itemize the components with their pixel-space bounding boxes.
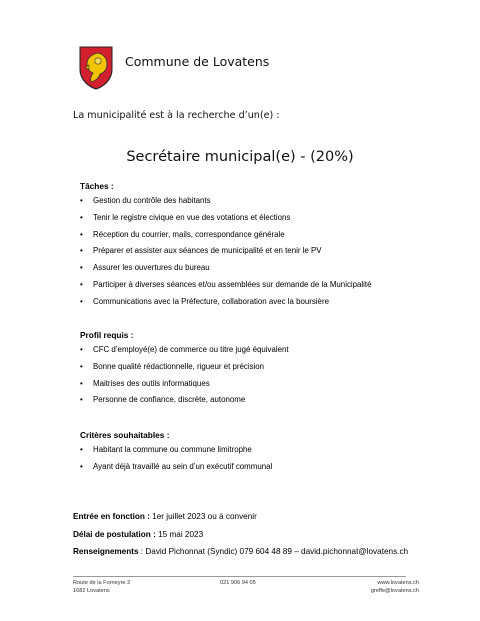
profil-list [80, 346, 289, 404]
deadline-label: Délai de postulation : [73, 530, 156, 539]
bullet-icon: • [80, 296, 83, 306]
list-item: • Tenir le registre civique en vue des votations et élections [80, 212, 291, 222]
job-title: Secrétaire municipal(e) - (20%) [126, 149, 354, 165]
criteres-list [80, 446, 272, 471]
bullet-icon: • [80, 395, 83, 405]
bullet-icon: • [80, 361, 83, 371]
footer-contacts [330, 579, 419, 595]
coat-of-arms-icon [78, 45, 114, 91]
list-item: • Gestion du contrôle des habitants [80, 196, 211, 205]
list-item: • Participer à diverses séances et/ou assemblées sur demande de la Municipalité [80, 279, 372, 289]
letterhead [78, 45, 269, 91]
start-date-label: Entrée en fonction : [73, 512, 150, 521]
taches-list [80, 197, 372, 306]
section-title: Tâches : [80, 181, 114, 191]
commune-name: Commune de Lovatens [125, 53, 270, 69]
section-criteres [80, 430, 272, 480]
start-date-value: 1er juillet 2023 ou à convenir [149, 512, 257, 521]
contact-line [73, 547, 408, 556]
bullet-icon: • [80, 263, 83, 273]
list-item: • Réception du courrier, mails, correspondance générale [80, 229, 285, 239]
deadline-value: 15 mai 2023 [155, 530, 204, 539]
footer-email: greffe@lovatens.ch [370, 588, 419, 594]
deadline-line [73, 530, 203, 539]
section-profil [80, 330, 289, 413]
bullet-icon: • [80, 279, 83, 289]
bullet-icon: • [80, 196, 83, 205]
contact-label: Renseignements [73, 547, 139, 556]
list-item: • CFC d’employé(e) de commerce ou titre jugé équivalent [80, 345, 289, 354]
bullet-icon: • [80, 246, 83, 256]
section-title: Critères souhaitables : [80, 430, 170, 440]
contact-value: : David Pichonnat (Syndic) 079 604 48 89 – david.pichonnat@lovatens.ch [138, 547, 409, 556]
bullet-icon: • [80, 229, 83, 239]
list-item: • Assurer les ouvertures du bureau [80, 263, 210, 273]
list-item: • Personne de confiance, discrète, autonome [80, 395, 246, 405]
intro-text: La municipalité est à la recherche d’un(e) : [73, 110, 280, 121]
list-item: • Bonne qualité rédactionnelle, rigueur et précision [80, 361, 265, 371]
bullet-icon: • [80, 445, 83, 454]
bullet-icon: • [80, 461, 83, 471]
list-item: • Communications avec la Préfecture, collaboration avec la boursière [80, 296, 329, 306]
footer-divider [73, 576, 406, 577]
bullet-icon: • [80, 345, 83, 354]
list-item: • Habitant la commune ou commune limitrophe [80, 445, 252, 454]
footer-address: Route de la Forneyre 2 1682 Lovatens [73, 580, 131, 594]
footer-website: www.lovatens.ch [377, 580, 419, 586]
bullet-icon: • [80, 212, 83, 222]
section-taches [80, 181, 372, 315]
footer-phone: 021 906 94 05 [220, 580, 256, 586]
bullet-icon: • [80, 378, 83, 388]
section-title: Profil requis : [80, 330, 134, 340]
list-item: • Ayant déjà travaillé au sein d’un exécutif communal [80, 461, 273, 471]
list-item: • Maitrises des outils informatiques [80, 378, 210, 388]
list-item: • Préparer et assister aux séances de municipalité et en tenir le PV [80, 246, 322, 256]
start-date-line [73, 512, 257, 521]
